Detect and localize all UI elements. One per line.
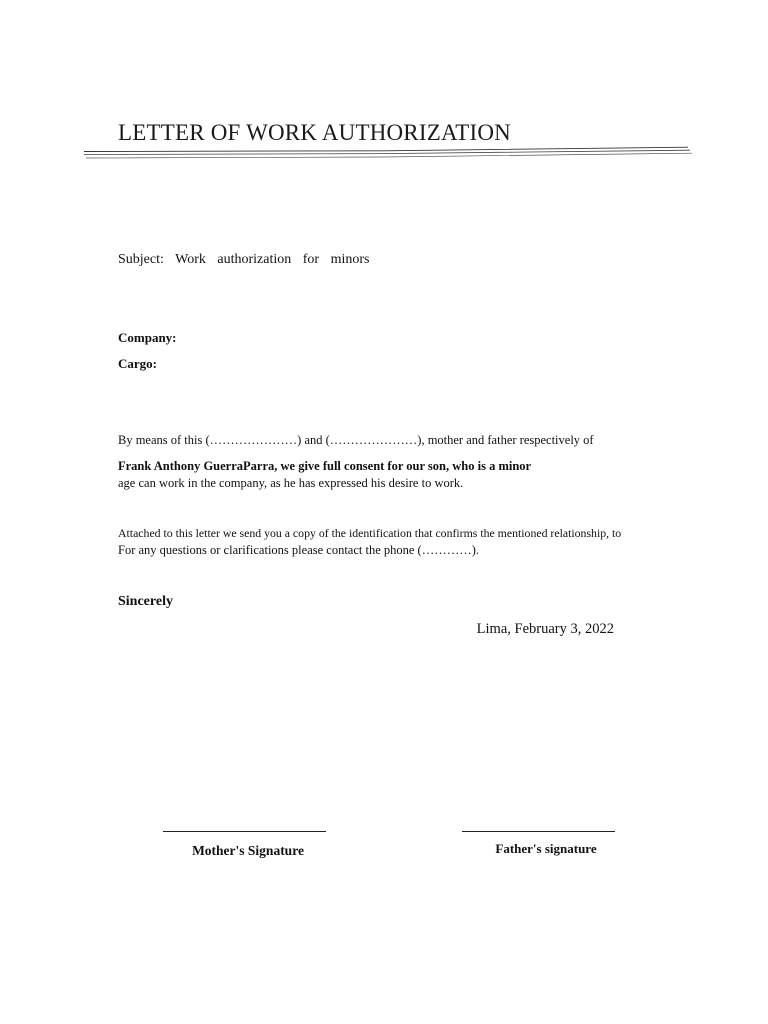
title-underline-decoration [84,145,692,161]
paragraph2-line2: For any questions or clarifications please contact the phone (…………). [118,543,480,557]
paragraph2-line1: Attached to this letter we send you a copy of the identification that confirms the mentioned relationship, to [118,526,622,540]
closing-sincerely: Sincerely [118,594,173,609]
paragraph1-line1: By means of this (…………………) and (…………………), mother and father respectively of [118,433,594,447]
mother-signature-line [163,831,326,832]
cargo-label: Cargo: [118,356,157,371]
mother-signature-label: Mother's Signature [192,843,304,858]
letter-date: Lima, February 3, 2022 [476,621,614,637]
document-title: LETTER OF WORK AUTHORIZATION [118,120,511,145]
company-label: Company: [118,330,177,345]
father-signature-line [462,831,615,832]
subject-line: Subject: Work authorization for minors [118,252,370,267]
paragraph1-line2: Frank Anthony GuerraParra, we give full consent for our son, who is a minor [118,459,532,473]
father-signature-label: Father's signature [495,841,597,856]
paragraph1-line3: age can work in the company, as he has expressed his desire to work. [118,476,464,490]
